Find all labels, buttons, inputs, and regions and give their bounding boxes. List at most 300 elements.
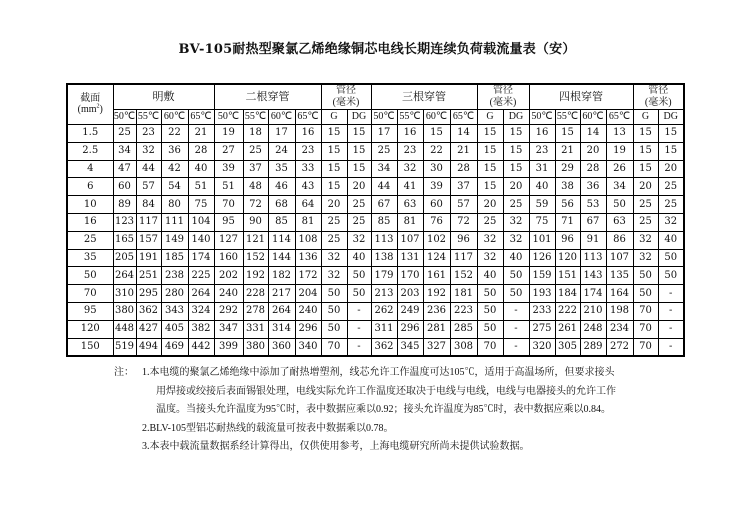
cell-three: 76	[423, 213, 450, 231]
table-body	[67, 125, 684, 357]
cell-three-pipe: 50	[477, 302, 503, 320]
cell-four: 222	[555, 302, 580, 320]
cell-three-pipe: 32	[503, 231, 529, 249]
pipe-label-line2: (毫米)	[489, 97, 517, 108]
cell-three-pipe: 15	[477, 178, 503, 196]
cell-section: 1.5	[67, 125, 113, 143]
cell-open: 42	[161, 160, 188, 178]
table-row	[67, 213, 684, 231]
cell-four-pipe: 25	[658, 178, 684, 196]
cell-three: 32	[397, 160, 423, 178]
cell-three-pipe: 15	[503, 125, 529, 143]
cell-two: 95	[214, 213, 243, 231]
cell-two-pipe: 15	[321, 178, 347, 196]
cell-four: 305	[555, 338, 580, 356]
section-header-label: 截面	[80, 92, 101, 104]
cell-four: 289	[580, 338, 606, 356]
cell-three: 192	[423, 285, 450, 303]
cell-three: 34	[371, 160, 397, 178]
cell-open: 75	[188, 196, 214, 214]
cell-three: 181	[450, 285, 477, 303]
cell-two: 72	[243, 196, 268, 214]
cell-two: 314	[268, 320, 295, 338]
cell-open: 54	[161, 178, 188, 196]
cell-three-pipe: 25	[503, 196, 529, 214]
cell-two: 278	[243, 302, 268, 320]
cell-two-pipe: 15	[321, 160, 347, 178]
cell-three-pipe: 50	[477, 320, 503, 338]
section-unit-text: (mm	[77, 104, 97, 116]
cell-three-pipe: 50	[503, 285, 529, 303]
cell-three-pipe: 15	[477, 160, 503, 178]
cell-three: 236	[423, 302, 450, 320]
col-two-55: 55℃	[243, 110, 268, 125]
cell-two-pipe: 32	[347, 231, 371, 249]
cell-two: 46	[268, 178, 295, 196]
cell-three: 311	[371, 320, 397, 338]
cell-three: 124	[423, 249, 450, 267]
cell-four: 151	[555, 267, 580, 285]
cell-four: 126	[529, 249, 555, 267]
cell-four: 23	[529, 142, 555, 160]
group-four-in-pipe: 四根穿管	[529, 84, 633, 110]
cell-four: 96	[555, 231, 580, 249]
cell-four: 50	[606, 196, 633, 214]
cell-two: 152	[243, 249, 268, 267]
cell-open: 60	[113, 178, 136, 196]
section-header	[67, 84, 113, 125]
cell-three: 21	[450, 142, 477, 160]
cell-open: 264	[188, 285, 214, 303]
cell-three-pipe: -	[503, 338, 529, 356]
cell-three: 63	[397, 196, 423, 214]
note-line-5: 3.本表中载流量数据系经计算得出，仅供使用参考，上海电缆研究所尚未提供试验数据。	[142, 441, 530, 452]
cell-open: 519	[113, 338, 136, 356]
cell-four: 174	[580, 285, 606, 303]
cell-two: 25	[243, 142, 268, 160]
cell-four: 135	[606, 267, 633, 285]
section-unit-sup: 2	[96, 103, 100, 110]
cell-two: 192	[243, 267, 268, 285]
cell-three: 223	[450, 302, 477, 320]
cell-two-pipe: 15	[321, 125, 347, 143]
cell-two-pipe: 40	[347, 249, 371, 267]
cell-three: 203	[397, 285, 423, 303]
table-row	[67, 249, 684, 267]
cell-four: 53	[580, 196, 606, 214]
cell-four-pipe: 15	[633, 125, 658, 143]
cell-three-pipe: 25	[477, 213, 503, 231]
cell-three: 96	[450, 231, 477, 249]
cell-three: 138	[371, 249, 397, 267]
table-row	[67, 231, 684, 249]
cell-open: 343	[161, 302, 188, 320]
cell-open: 149	[161, 231, 188, 249]
cell-four-pipe: 25	[633, 213, 658, 231]
cell-two-pipe: 25	[321, 213, 347, 231]
cell-four: 63	[606, 213, 633, 231]
cell-two: 85	[268, 213, 295, 231]
cell-four-pipe: -	[658, 302, 684, 320]
cell-open: 22	[161, 125, 188, 143]
cell-open: 405	[161, 320, 188, 338]
cell-three-pipe: 32	[477, 249, 503, 267]
cell-two-pipe: 32	[321, 267, 347, 285]
cell-section: 95	[67, 302, 113, 320]
table-row	[67, 125, 684, 143]
col-three-65: 65℃	[450, 110, 477, 125]
cell-three: 107	[397, 231, 423, 249]
cell-section: 35	[67, 249, 113, 267]
table-row	[67, 267, 684, 285]
cell-open: 205	[113, 249, 136, 267]
cell-open: 104	[188, 213, 214, 231]
cell-four-pipe: 32	[658, 213, 684, 231]
cell-open: 23	[136, 125, 161, 143]
cell-open: 51	[188, 178, 214, 196]
cell-two-pipe: -	[347, 302, 371, 320]
pipe-label-line1: 管径	[493, 85, 513, 96]
cell-two-pipe: 25	[321, 231, 347, 249]
cell-four: 261	[555, 320, 580, 338]
cell-two-pipe: 15	[347, 125, 371, 143]
cell-section: 120	[67, 320, 113, 338]
cell-four: 34	[606, 178, 633, 196]
cell-two-pipe: -	[347, 338, 371, 356]
cell-open: 47	[113, 160, 136, 178]
cell-three: 41	[397, 178, 423, 196]
cell-three-pipe: 50	[503, 267, 529, 285]
cell-open: 448	[113, 320, 136, 338]
cell-two: 27	[214, 142, 243, 160]
cell-section: 4	[67, 160, 113, 178]
cell-open: 427	[136, 320, 161, 338]
cell-section: 70	[67, 285, 113, 303]
cell-open: 225	[188, 267, 214, 285]
cell-two: 380	[243, 338, 268, 356]
cell-four: 16	[529, 125, 555, 143]
cell-three: 22	[423, 142, 450, 160]
cell-four-pipe: 20	[658, 160, 684, 178]
cell-three-pipe: 15	[477, 142, 503, 160]
cell-four: 101	[529, 231, 555, 249]
cell-two: 204	[295, 285, 321, 303]
group-pipe-diameter-2	[321, 84, 371, 110]
cell-section: 10	[67, 196, 113, 214]
cell-three: 296	[397, 320, 423, 338]
cell-two: 331	[243, 320, 268, 338]
cell-two: 81	[295, 213, 321, 231]
cell-four: 234	[606, 320, 633, 338]
cell-two: 43	[295, 178, 321, 196]
cell-four-pipe: 70	[633, 338, 658, 356]
col-open-60: 60℃	[161, 110, 188, 125]
cell-open: 57	[136, 178, 161, 196]
cell-two-pipe: 50	[347, 267, 371, 285]
cell-two-pipe: 25	[347, 213, 371, 231]
cell-three: 285	[450, 320, 477, 338]
cell-four: 19	[606, 142, 633, 160]
cell-two: 360	[268, 338, 295, 356]
cell-three: 113	[371, 231, 397, 249]
pipe-label-line1: 管径	[648, 85, 669, 96]
col-four-65: 65℃	[606, 110, 633, 125]
col-four-50: 50℃	[529, 110, 555, 125]
cell-open: 494	[136, 338, 161, 356]
cell-open: 34	[113, 142, 136, 160]
cell-four-pipe: -	[658, 320, 684, 338]
cell-four: 71	[555, 213, 580, 231]
cell-open: 264	[113, 267, 136, 285]
cell-four: 210	[580, 302, 606, 320]
cell-three: 117	[450, 249, 477, 267]
group-pipe-diameter-4	[633, 84, 684, 110]
cell-two: 202	[214, 267, 243, 285]
cell-four-pipe: 15	[658, 125, 684, 143]
cell-four: 75	[529, 213, 555, 231]
header-row-groups	[67, 84, 684, 110]
cell-two: 35	[268, 160, 295, 178]
cell-three-pipe: 40	[477, 267, 503, 285]
cell-three: 57	[450, 196, 477, 214]
cell-four: 120	[555, 249, 580, 267]
cell-two: 108	[295, 231, 321, 249]
cell-four-pipe: 25	[658, 196, 684, 214]
cell-two-pipe: 70	[321, 338, 347, 356]
note-line-3: 温度。当接头允许温度为95℃时，表中数据应乘以0.92；接头允许温度为85℃时，表中数据应乘以0.84。	[156, 404, 611, 415]
cell-section: 150	[67, 338, 113, 356]
cell-four-pipe: 50	[633, 267, 658, 285]
cell-three: 60	[423, 196, 450, 214]
cell-three-pipe: 15	[503, 142, 529, 160]
cell-four: 67	[580, 213, 606, 231]
cell-three: 15	[423, 125, 450, 143]
cell-four: 86	[606, 231, 633, 249]
cell-two: 240	[295, 302, 321, 320]
col-three-60: 60℃	[423, 110, 450, 125]
notes-label: 注：	[114, 367, 134, 378]
table-row	[67, 196, 684, 214]
cell-two-pipe: 50	[321, 320, 347, 338]
cell-three: 37	[450, 178, 477, 196]
cell-open: 140	[188, 231, 214, 249]
cell-four-pipe: 32	[633, 231, 658, 249]
current-capacity-table	[66, 83, 685, 357]
cell-open: 165	[113, 231, 136, 249]
cell-two: 144	[268, 249, 295, 267]
cell-two: 340	[295, 338, 321, 356]
cell-three-pipe: 32	[503, 213, 529, 231]
cell-three: 44	[371, 178, 397, 196]
cell-two: 90	[243, 213, 268, 231]
cell-open: 117	[136, 213, 161, 231]
cell-three: 170	[397, 267, 423, 285]
cell-two-pipe: 50	[321, 285, 347, 303]
cell-open: 123	[113, 213, 136, 231]
section-unit-close: )	[99, 104, 103, 116]
cell-two: 39	[214, 160, 243, 178]
cell-open: 40	[188, 160, 214, 178]
cell-two: 296	[295, 320, 321, 338]
cell-three: 16	[397, 125, 423, 143]
cell-four-pipe: -	[658, 338, 684, 356]
cell-three-pipe: 32	[477, 231, 503, 249]
cell-two-pipe: 20	[347, 178, 371, 196]
cell-three: 131	[397, 249, 423, 267]
cell-four: 40	[529, 178, 555, 196]
cell-three: 362	[371, 338, 397, 356]
cell-open: 111	[161, 213, 188, 231]
cell-open: 382	[188, 320, 214, 338]
col-three-dg: DG	[503, 110, 529, 125]
col-two-60: 60℃	[268, 110, 295, 125]
note-line-1: 1.本电缆的聚氯乙烯绝缘中添加了耐热增塑剂，线芯允许工作温度可达105℃，适用于高温场所，但要求接头	[142, 367, 615, 378]
cell-three-pipe: 15	[477, 125, 503, 143]
cell-four: 28	[580, 160, 606, 178]
cell-three-pipe: 20	[477, 196, 503, 214]
cell-open: 442	[188, 338, 214, 356]
cell-four-pipe: 20	[633, 178, 658, 196]
cell-two: 182	[268, 267, 295, 285]
cell-two: 127	[214, 231, 243, 249]
cell-four-pipe: 15	[633, 142, 658, 160]
cell-four: 275	[529, 320, 555, 338]
cell-four-pipe: 32	[633, 249, 658, 267]
pipe-label-line1: 管径	[336, 85, 356, 96]
cell-four: 59	[529, 196, 555, 214]
cell-four-pipe: 15	[633, 160, 658, 178]
cell-two: 347	[214, 320, 243, 338]
cell-three: 327	[423, 338, 450, 356]
cell-open: 80	[161, 196, 188, 214]
cell-four: 107	[606, 249, 633, 267]
cell-open: 324	[188, 302, 214, 320]
cell-three-pipe: 20	[503, 178, 529, 196]
cell-four-pipe: 50	[633, 285, 658, 303]
cell-three-pipe: 40	[503, 249, 529, 267]
note-line-2: 用焊接或绞接后表面锡银处理，电线实际允许工作温度还取决于电线与电线，电线与电器接头的允许工作	[156, 385, 616, 397]
cell-three: 23	[397, 142, 423, 160]
cell-three: 17	[371, 125, 397, 143]
cell-two: 64	[295, 196, 321, 214]
cell-open: 469	[161, 338, 188, 356]
cell-three: 308	[450, 338, 477, 356]
col-three-g: G	[477, 110, 503, 125]
cell-two: 136	[295, 249, 321, 267]
cell-four: 143	[580, 267, 606, 285]
cell-four-pipe: 70	[633, 320, 658, 338]
cell-two: 18	[243, 125, 268, 143]
cell-open: 238	[161, 267, 188, 285]
cell-three: 345	[397, 338, 423, 356]
note-line-4: 2.BLV-105型铝芯耐热线的载流量可按表中数据乘以0.78。	[142, 422, 394, 434]
notes	[114, 364, 702, 457]
cell-four: 159	[529, 267, 555, 285]
cell-four: 248	[580, 320, 606, 338]
cell-four: 15	[555, 125, 580, 143]
section-unit	[78, 104, 103, 115]
cell-two-pipe: 50	[321, 302, 347, 320]
cell-two: 240	[214, 285, 243, 303]
header-row-subcols	[67, 110, 684, 125]
cell-three: 249	[397, 302, 423, 320]
cell-open: 185	[161, 249, 188, 267]
col-two-50: 50℃	[214, 110, 243, 125]
cell-two: 19	[214, 125, 243, 143]
table-row	[67, 142, 684, 160]
col-two-65: 65℃	[295, 110, 321, 125]
cell-four-pipe: 15	[658, 142, 684, 160]
cell-three: 179	[371, 267, 397, 285]
cell-three: 85	[371, 213, 397, 231]
col-four-60: 60℃	[580, 110, 606, 125]
cell-four: 164	[606, 285, 633, 303]
cell-three: 81	[397, 213, 423, 231]
cell-open: 280	[161, 285, 188, 303]
cell-two-pipe: -	[347, 320, 371, 338]
cell-open: 25	[113, 125, 136, 143]
cell-open: 174	[188, 249, 214, 267]
cell-two: 399	[214, 338, 243, 356]
cell-open: 32	[136, 142, 161, 160]
pipe-label-line2: (毫米)	[644, 97, 672, 108]
cell-open: 36	[161, 142, 188, 160]
cell-three: 28	[450, 160, 477, 178]
cell-two: 23	[295, 142, 321, 160]
cell-two-pipe: 15	[321, 142, 347, 160]
cell-two: 51	[214, 178, 243, 196]
cell-four: 20	[580, 142, 606, 160]
cell-two-pipe: 25	[347, 196, 371, 214]
cell-open: 251	[136, 267, 161, 285]
group-pipe-diameter-3	[477, 84, 529, 110]
table-row	[67, 302, 684, 320]
cell-section: 16	[67, 213, 113, 231]
cell-section: 6	[67, 178, 113, 196]
cell-four-pipe: 50	[658, 249, 684, 267]
cell-three: 281	[423, 320, 450, 338]
col-three-55: 55℃	[397, 110, 423, 125]
cell-two: 17	[268, 125, 295, 143]
cell-two-pipe: 32	[321, 249, 347, 267]
cell-four: 21	[555, 142, 580, 160]
cell-open: 362	[136, 302, 161, 320]
table-row	[67, 160, 684, 178]
cell-section: 2.5	[67, 142, 113, 160]
cell-four: 29	[555, 160, 580, 178]
cell-three-pipe: 15	[503, 160, 529, 178]
group-open-laying: 明敷	[113, 84, 214, 110]
cell-four: 91	[580, 231, 606, 249]
cell-four: 233	[529, 302, 555, 320]
cell-four: 320	[529, 338, 555, 356]
cell-four-pipe: 70	[633, 302, 658, 320]
cell-section: 50	[67, 267, 113, 285]
table-row	[67, 338, 684, 356]
cell-open: 295	[136, 285, 161, 303]
cell-four: 13	[606, 125, 633, 143]
cell-four: 113	[580, 249, 606, 267]
cell-four-pipe: 50	[658, 267, 684, 285]
cell-two: 68	[268, 196, 295, 214]
cell-three: 102	[423, 231, 450, 249]
cell-open: 89	[113, 196, 136, 214]
col-open-50: 50℃	[113, 110, 136, 125]
table-row	[67, 285, 684, 303]
cell-open: 21	[188, 125, 214, 143]
cell-four: 198	[606, 302, 633, 320]
table-row	[67, 178, 684, 196]
